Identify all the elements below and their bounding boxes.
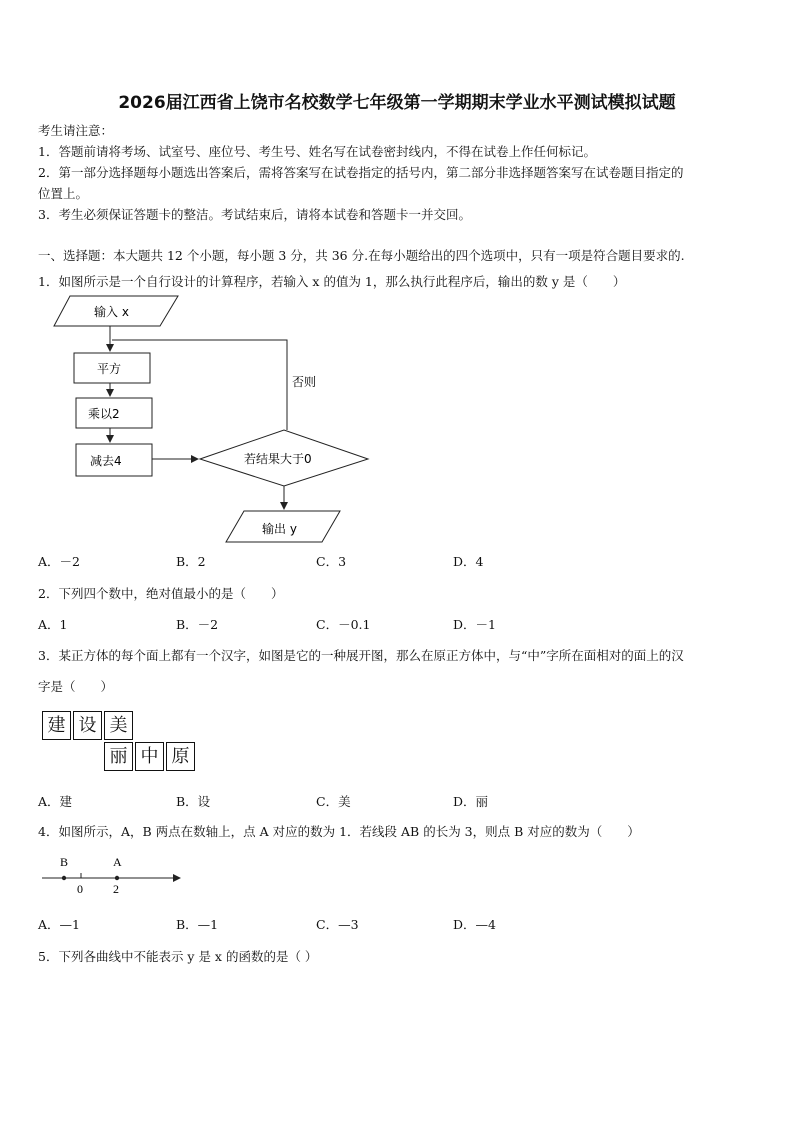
q1-option-b: B．2 (176, 554, 206, 569)
point-a-dot (115, 876, 119, 880)
q4-option-b: B．—1 (176, 917, 219, 932)
flow-output-label: 输出 y (262, 522, 297, 536)
point-b-label: B (60, 855, 69, 869)
q2-option-c: C．－0.1 (316, 617, 371, 632)
point-b-dot (62, 876, 66, 880)
net-face-top-1: 建 (42, 711, 71, 740)
q2-option-a: A．1 (38, 617, 68, 632)
q4-option-c: C．—3 (316, 917, 359, 932)
q4-number-line (38, 852, 188, 898)
flow-square-label: 平方 (97, 362, 122, 376)
q3-stem: 3．某正方体的每个面上都有一个汉字，如图是它的一种展开图，那么在原正方体中，与“中”字所在面相对的面上的汉 (38, 648, 684, 663)
q3-option-a: A．建 (38, 794, 73, 809)
notice-item-3: 3．考生必须保证答题卡的整洁。考试结束后，请将本试卷和答题卡一并交回。 (38, 207, 471, 222)
q1-option-c: C．3 (316, 554, 347, 569)
q1-stem: 1．如图所示是一个自行设计的计算程序，若输入 x 的值为 1，那么执行此程序后，输出的数 y 是（ ） (38, 274, 626, 289)
q1-flowchart (30, 290, 390, 550)
q1-option-a: A．－2 (38, 554, 80, 569)
notice-heading: 考生请注意： (38, 123, 114, 138)
net-face-bottom-3: 原 (166, 742, 195, 771)
notice-item-2: 2．第一部分选择题每小题选出答案后，需将答案写在试卷指定的括号内，第二部分非选择题答案写在试卷题目指定的 (38, 165, 684, 180)
flow-minus4-label: 减去4 (90, 454, 122, 468)
q5-stem: 5．下列各曲线中不能表示 y 是 x 的函数的是（ ） (38, 949, 318, 964)
q3-stem-cont: 字是（ ） (38, 679, 114, 694)
net-face-top-3: 美 (104, 711, 133, 740)
flow-no-label: 否则 (292, 375, 317, 389)
notice-item-1: 1．答题前请将考场、试室号、座位号、考生号、姓名写在试卷密封线内，不得在试卷上作任何标记。 (38, 144, 596, 159)
net-face-bottom-1: 丽 (104, 742, 133, 771)
q4-option-d: D．—4 (453, 917, 496, 932)
section-heading: 一、选择题：本大题共 12 个小题，每小题 3 分，共 36 分.在每小题给出的四个选项中，只有一项是符合题目要求的. (38, 248, 685, 263)
q3-option-c: C．美 (316, 794, 351, 809)
net-face-top-2: 设 (73, 711, 102, 740)
net-face-bottom-2: 中 (135, 742, 164, 771)
tick-0-label: 0 (77, 882, 83, 896)
notice-item-2-cont: 位置上。 (38, 186, 89, 201)
point-a-label: A (113, 855, 122, 869)
q3-option-b: B．设 (176, 794, 211, 809)
page-title: 2026届江西省上饶市名校数学七年级第一学期期末学业水平测试模拟试题 (118, 93, 676, 113)
flow-decision-label: 若结果大于0 (244, 452, 312, 466)
q4-stem: 4．如图所示，A，B 两点在数轴上，点 A 对应的数为 1．若线段 AB 的长为 3，则点 B 对应的数为（ ） (38, 824, 640, 839)
q2-option-b: B．－2 (176, 617, 219, 632)
q4-option-a: A．—1 (38, 917, 80, 932)
flow-times2-label: 乘以2 (88, 407, 120, 421)
flow-input-label: 输入 x (94, 305, 129, 319)
q3-option-d: D．丽 (453, 794, 489, 809)
q2-option-d: D．－1 (453, 617, 496, 632)
tick-2-label: 2 (113, 882, 119, 896)
q1-option-d: D．4 (453, 554, 484, 569)
q2-stem: 2．下列四个数中，绝对值最小的是（ ） (38, 586, 284, 601)
